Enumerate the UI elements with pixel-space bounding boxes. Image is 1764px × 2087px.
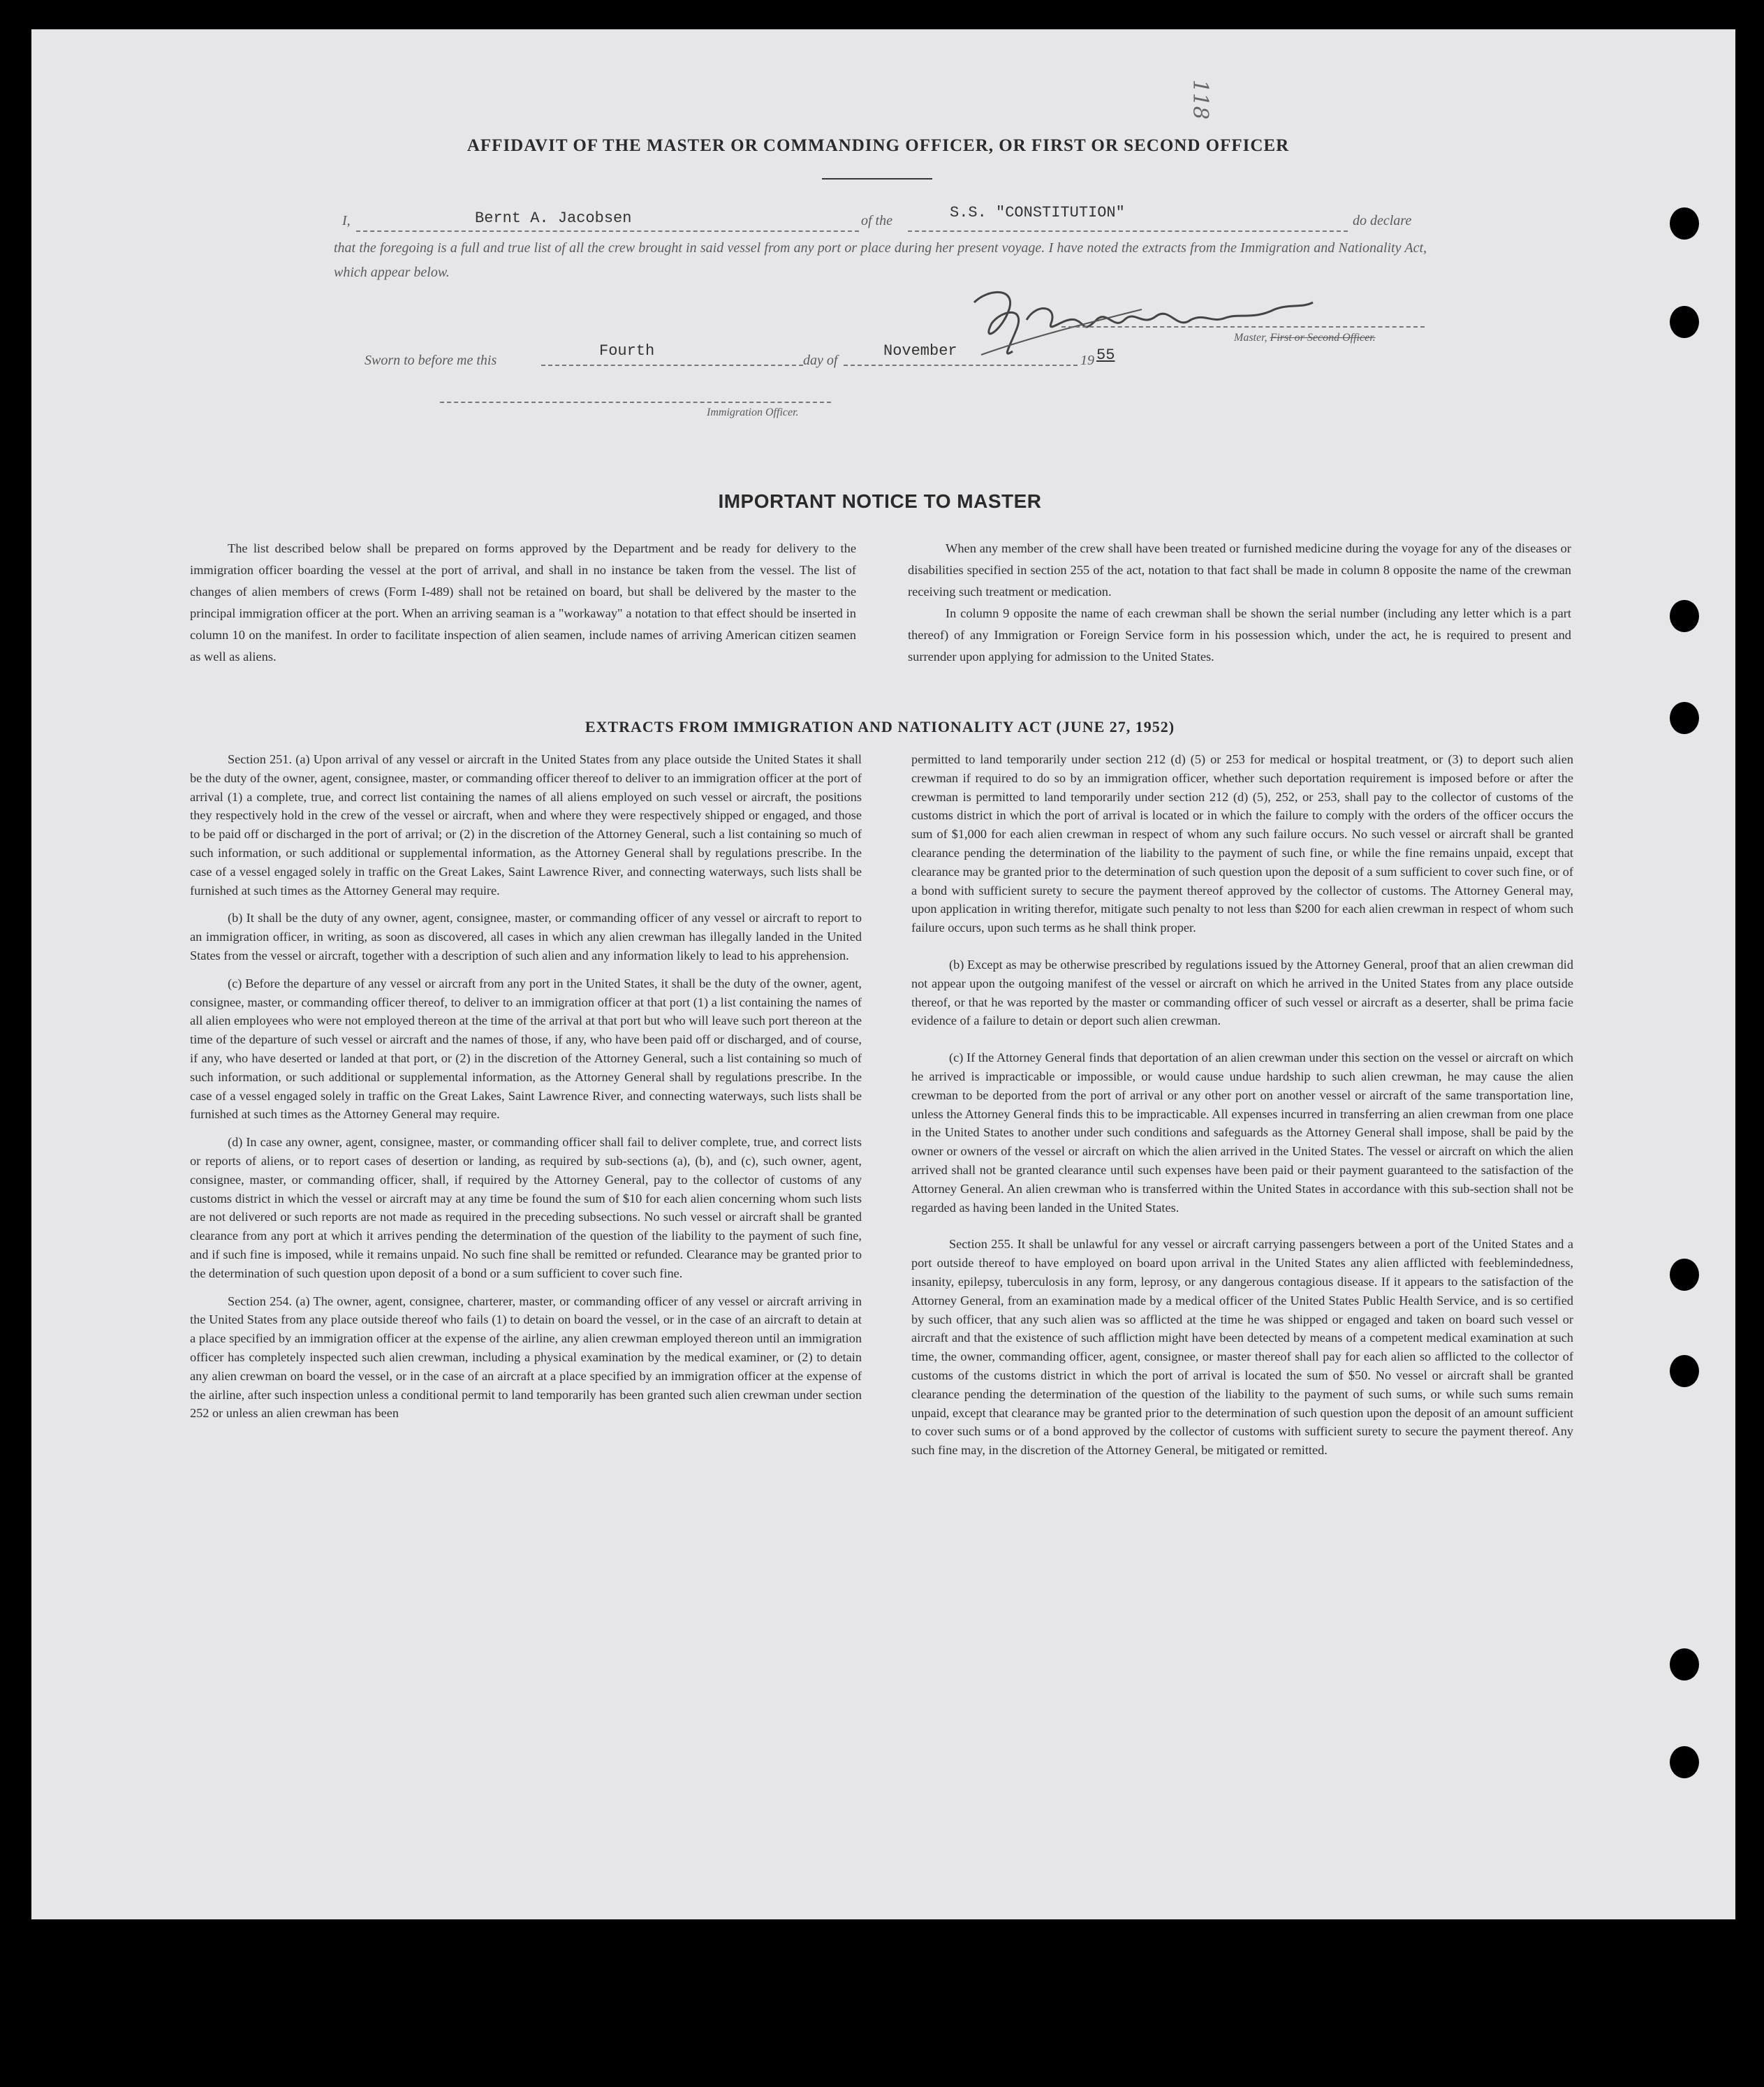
sworn-label: Sworn to before me this (365, 353, 497, 368)
notice-right-column (908, 538, 1571, 668)
section-255: Section 255. It shall be unlawful for any vessel or aircraft carrying passengers between a port of the United States and a port outside thereof to have employed on board upon arrival in the United States any alien afflicted with feeblemindedness, insanity, epilepsy, tuberculosis in any form, leprosy, or any dangerous contagious disease. If it appears to the satisfaction of the Attorney General, from an examination made by a medical officer of the United States Public Health Service, and is so certified by such officer, that any such alien was so afflicted at the time he was shipped or engaged and taken on board such vessel or aircraft and that the existence of such affliction might have been detected by means of a competent medical examination at such time, the owner, commanding officer, agent, consignee, or master thereof shall pay for each alien so afflicted to the collector of customs of the customs district in which the port of arrival is located the sum of $50. No vessel or aircraft shall be granted clearance pending the determination of the question of the liability to the payment of such sums, or while such sums remain unpaid, except that clearance may be granted prior to the determination of such question upon the deposit of an amount sufficient to cover such sums or of a bond approved by the collector of customs with sufficient surety to secure the payment thereof. Any such fine may, in the discretion of the Attorney General, be mitigated or remitted. (911, 1237, 1573, 1458)
sworn-day: Fourth (599, 342, 655, 360)
title-divider (822, 178, 932, 180)
binder-hole (1670, 600, 1699, 632)
i-label: I, (342, 213, 351, 228)
section-254-a-continued: permitted to land temporarily under section 212 (d) (5) or 253 for medical or hospital treatment, or (3) to deport such alien crewman if required to do so by an immigration officer, whether such deportation requirement is imposed before or after the crewman is permitted to land temporarily under section 212 (d) (5), 252, or 253, shall pay to the collector of customs of the customs district in which the port of arrival is located or in which the failure to comply with the orders of the officer occurs the sum of $1,000 for each alien crewman in respect of whom any such failure occurs. No such vessel or aircraft shall be granted clearance pending the determination of the liability to the payment of such fine, or while the fine remains unpaid, except that clearance may be granted prior to the determination of such question upon the deposit of a sum sufficient to cover such fine, or of a bond with sufficient surety to secure the payment thereof approved by the collector of customs. The Attorney General may, upon application in writing therefor, mitigate such penalty to not less than $200 for each alien crewman in respect of whom such failure occurs, upon such terms as he shall think proper. (911, 752, 1573, 935)
notice-left-column (190, 538, 856, 668)
year-prefix: 19 (1080, 353, 1094, 368)
immigration-officer-caption: Immigration Officer. (707, 407, 799, 418)
master-name: Bernt A. Jacobsen (475, 210, 632, 227)
binder-hole (1670, 306, 1699, 338)
signature-line (1061, 326, 1425, 328)
section-251-c: (c) Before the departure of any vessel or aircraft from any port in the United States, it shall be the duty of the owner, agent, consignee, master, or commanding officer thereof, to deliver to an immigration officer at that port (1) a list containing the names of all alien employees who were not employed thereon at the time of the arrival at that port but who will leave such port thereon at the time of the departure of such vessel or aircraft and the names of those, if any, who have been paid off or discharged, and of course, if any, who have deserted or landed at that port, or (2) in the discretion of the Attorney General, such a list containing so much of such information, or such additional or supplemental information, as the Attorney General shall by regulations prescribe. In the case of a vessel engaged solely in traffic on the Great Lakes, Saint Lawrence River, and connecting waterways, such lists shall be furnished at such times as the Attorney General may require. (190, 976, 862, 1122)
do-declare-label: do declare (1353, 213, 1412, 228)
notice-right-paragraph-2: In column 9 opposite the name of each crewman shall be shown the serial number (including any letter which is a part thereof) of any Immigration or Foreign Service form in his possession which, under the act, he is required to present and surrender upon applying for admission to the United States. (908, 606, 1571, 664)
notice-right-paragraph-1: When any member of the crew shall have been treated or furnished medicine during the voyage for any of the diseases or disabilities specified in section 255 of the act, notation to that fact shall be made in column 8 opposite the name of the crewman receiving such treatment or medication. (908, 541, 1571, 599)
notice-left-paragraph: The list described below shall be prepared on forms approved by the Department and be ready for delivery to the immigration officer boarding the vessel at the port of arrival, and shall in no instance be taken from the vessel. The list of changes of alien members of crews (Form I-489) shall not be retained on board, but shall be delivered by the master to the principal immigration officer at the port. When an arriving seaman is a "workaway" a notation to that effect should be inserted in column 10 on the manifest. In order to facilitate inspection of alien seamen, include names of arriving American citizen seamen as well as aliens. (190, 541, 856, 664)
binder-hole (1670, 1746, 1699, 1778)
officer-signature-line (440, 402, 831, 403)
extracts-left-column (190, 750, 862, 1423)
master-caption (1234, 332, 1376, 344)
stamp-number: 118 (1188, 79, 1213, 120)
binder-hole (1670, 207, 1699, 240)
extracts-right-column (911, 750, 1573, 1460)
section-251-a: Section 251. (a) Upon arrival of any vessel or aircraft in the United States from any place outside the United States it shall be the duty of the owner, agent, consignee, master, or commanding officer thereof to deliver to an immigration officer at the port of arrival (1) a complete, true, and correct list containing the names of all aliens employed on such vessel or aircraft, the positions they respectively hold in the crew of the vessel or aircraft, when and where they were respectively shipped or engaged, and those to be paid off or discharged in the port of arrival; or (2) in the discretion of the Attorney General, such a list containing so much of such information, or such additional or supplemental information, as the Attorney General shall by regulations prescribe. In the case of a vessel engaged solely in traffic on the Great Lakes, Saint Lawrence River, and connecting waterways, such lists shall be furnished at such times as the Attorney General may require. (190, 752, 862, 898)
notice-heading: IMPORTANT NOTICE TO MASTER (718, 490, 1042, 512)
master-caption-prefix: Master, (1234, 332, 1267, 344)
sworn-month: November (883, 342, 957, 360)
day-of-label: day of (803, 353, 838, 368)
section-251-d: (d) In case any owner, agent, consignee, master, or commanding officer shall fail to deliver complete, true, and correct lists or reports of aliens, or to report cases of desertion or landing, as required by sub-sections (a), (b), and (c), such owner, agent, consignee, master, or commanding officer, shall, if required by the Attorney General, pay to the collector of customs of any customs district in which the vessel or aircraft may at any time be found the sum of $10 for each alien concerning whom such lists are not delivered or such reports are not made as required in the preceding subsections. No such vessel or aircraft shall be granted clearance from any port at which it arrives pending the determination of the question of the liability to the payment of such fine, and if such fine is imposed, while it remains unpaid. No such fine shall be remitted or refunded. Clearance may be granted prior to the determination of such question upon deposit of a bond or a sum sufficient to cover such fine. (190, 1135, 862, 1280)
vessel-name: S.S. "CONSTITUTION" (950, 204, 1125, 221)
name-blank (356, 230, 859, 232)
section-254-b: (b) Except as may be otherwise prescribed by regulations issued by the Attorney General, proof that an alien crewman did not appear upon the outgoing manifest of the vessel or aircraft on which he arrived in the United States from any place outside thereof, or that he was reported by the master or commanding officer of such vessel or aircraft as a deserter, shall be prima facie evidence of a failure to detain or deport such alien crewman. (911, 957, 1573, 1028)
affidavit-statement: that the foregoing is a full and true list of all the crew brought in said vessel from any port or place during her present voyage. I have noted the extracts from the Immigration and Nationality Act, which appear below. (334, 240, 1427, 280)
section-251-b: (b) It shall be the duty of any owner, agent, consignee, master, or commanding officer of any vessel or aircraft to report to an immigration officer, in writing, as soon as discovered, all cases in which any alien crewman has illegally landed in the United States from the vessel or aircraft, together with a description of such alien and any information likely to lead to his apprehension. (190, 911, 862, 962)
binder-hole (1670, 1648, 1699, 1680)
officer-caption-struck: First or Second Officer. (1270, 332, 1376, 344)
vessel-blank (908, 230, 1348, 232)
day-blank (541, 365, 803, 366)
binder-hole (1670, 1355, 1699, 1387)
binder-hole (1670, 1259, 1699, 1291)
master-signature (960, 281, 1323, 365)
sworn-year: 55 (1096, 346, 1115, 364)
section-254-a: Section 254. (a) The owner, agent, consignee, charterer, master, or commanding officer of any vessel or aircraft arriving in the United States from any place outside thereof who fails (1) to detain on board the vessel, or in the case of an aircraft to detain at a place specified by an immigration officer at the expense of the airline, any alien crewman employed thereon until an immigration officer has completely inspected such alien crewman, including a physical examination by the medical examiner, or (2) to detain any alien crewman on board the vessel, or in the case of an aircraft at a place specified by an immigration officer at the expense of the airline, after such inspection unless a conditional permit to land temporarily has been granted such alien crewman under section 252 or unless an alien crewman has been (190, 1294, 862, 1421)
of-the-label: of the (861, 213, 892, 228)
section-254-c: (c) If the Attorney General finds that deportation of an alien crewman under this section on the vessel or aircraft on which he arrived is impracticable or impossible, or would cause undue hardship to such alien crewman, he may cause the alien crewman to be deported from the port of arrival or any other port on another vessel or aircraft of the same transportation line, unless the Attorney General finds this to be impracticable. All expenses incurred in transferring an alien crewman from one place in the United States to another under such conditions and safeguards as the Attorney General shall impose, shall be paid by the owner or owners of the vessel or aircraft on which the alien arrived in the United States. The vessel or aircraft on which the alien arrived shall not be granted clearance until such expenses have been paid or their payment guaranteed to the satisfaction of the Attorney General. An alien crewman who is transferred within the United States in accordance with this sub-section shall not be regarded as having been landed in the United States. (911, 1050, 1573, 1215)
binder-hole (1670, 702, 1699, 734)
extracts-heading: EXTRACTS FROM IMMIGRATION AND NATIONALITY ACT (JUNE 27, 1952) (585, 718, 1175, 735)
page-title: AFFIDAVIT OF THE MASTER OR COMMANDING OFFICER, OR FIRST OR SECOND OFFICER (466, 136, 1290, 155)
month-blank (844, 365, 1078, 366)
